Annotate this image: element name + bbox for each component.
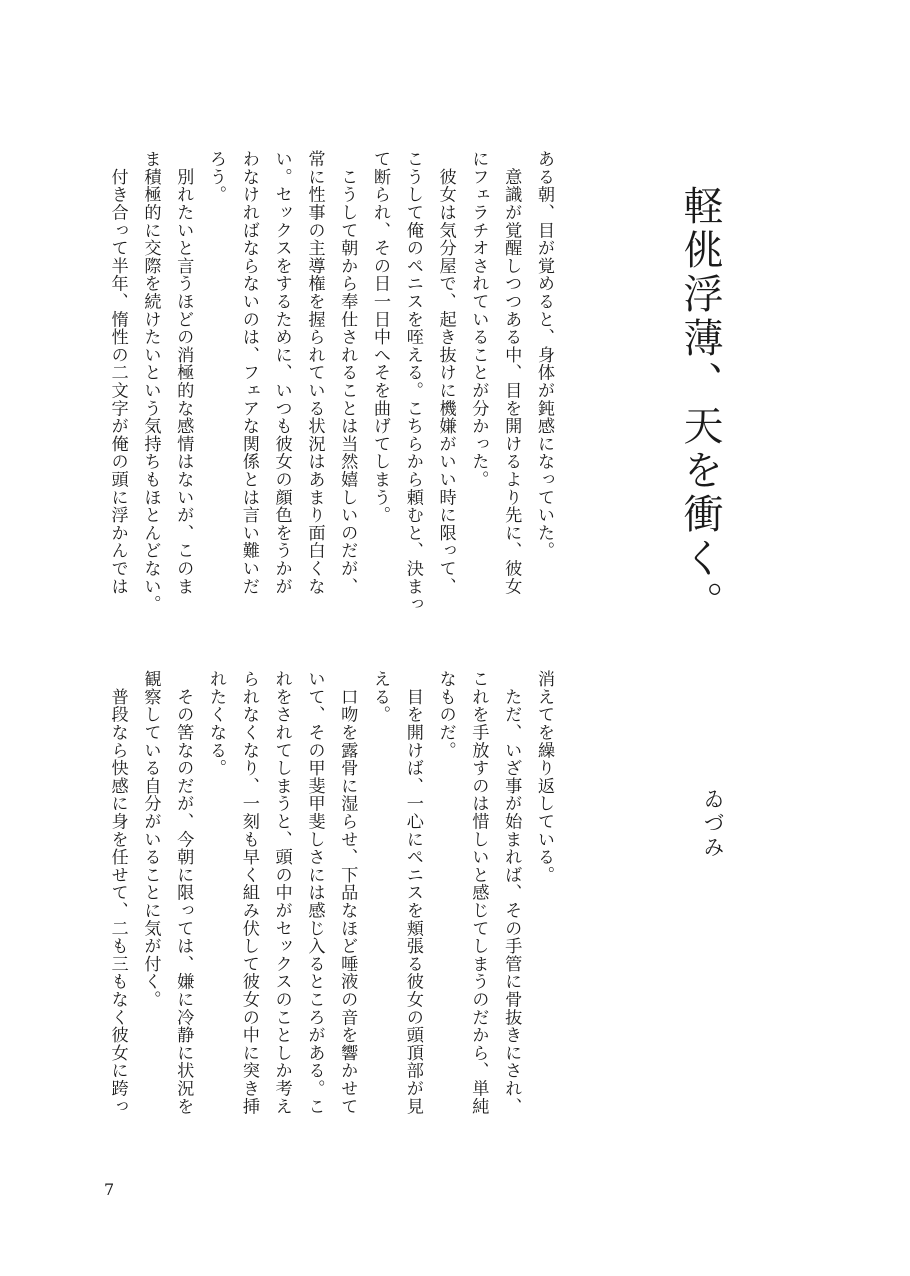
text-line: 目を開けば、一心にペニスを頬張る彼女の頭頂部が見: [402, 670, 423, 1115]
page-title: 軽佻浮薄、天を衝く。: [677, 185, 723, 625]
text-line: これを手放すのは惜しいと感じてしまうのだから、単純: [468, 670, 489, 1115]
text-line: られなくなり、一刻も早く組み伏して彼女の中に突き挿: [238, 670, 259, 1115]
text-line: い。セックスをするために、いつも彼女の顔色をうかが: [271, 150, 292, 595]
text-line: ある朝、目が覚めると、身体が鈍感になっていた。: [534, 150, 554, 560]
text-line: て断られ、その日一日中へそを曲げてしまう。: [370, 150, 391, 524]
text-line: 観察している自分がいることに気が付く。: [140, 670, 161, 1009]
text-line: える。: [370, 670, 391, 724]
body-text-lower: [100, 670, 560, 1150]
text-line: こうして俺のペニスを咥える。こちらから頼むと、決まっ: [402, 150, 423, 613]
text-line: 付き合って半年、惰性の二文字が俺の頭に浮かんでは: [107, 150, 128, 595]
text-line: れたくなる。: [206, 670, 227, 777]
text-line: その筈なのだが、今朝に限っては、嫌に冷静に状況を: [173, 670, 194, 1115]
text-line: にフェラチオされていることが分かった。: [468, 150, 489, 489]
text-line: 別れたいと言うほどの消極的な感情はないが、このま: [173, 150, 194, 595]
text-line: れをされてしまうと、頭の中がセックスのことしか考え: [271, 670, 292, 1115]
text-line: 常に性事の主導権を握られている状況はあまり面白くな: [304, 150, 325, 595]
text-line: ただ、いざ事が始まれば、その手管に骨抜きにされ、: [501, 670, 522, 1115]
text-line: わなければならないのは、フェアな関係とは言い難いだ: [238, 150, 259, 595]
text-line: 消えてを繰り返している。: [534, 670, 554, 884]
text-line: 普段なら快感に身を任せて、二も三もなく彼女に跨っ: [107, 670, 128, 1115]
text-line: ま積極的に交際を続けたいという気持ちもほとんどない。: [140, 150, 161, 613]
text-line: 意識が覚醒しつつある中、目を開けるより先に、彼女: [501, 150, 522, 595]
body-text-upper: [100, 150, 560, 620]
page-number: 7: [104, 1180, 115, 1199]
text-line: いて、その甲斐甲斐しさには感じ入るところがある。こ: [304, 670, 325, 1115]
author-name: ゐづみ: [701, 788, 725, 860]
text-line: 口吻を露骨に湿らせ、下品なほど唾液の音を響かせて: [337, 670, 358, 1115]
text-line: ろう。: [206, 150, 227, 204]
text-line: なものだ。: [435, 670, 456, 759]
title-block: [660, 185, 740, 625]
text-line: 彼女は気分屋で、起き抜けに機嫌がいい時に限って、: [435, 150, 456, 595]
text-line: こうして朝から奉仕されることは当然嬉しいのだが、: [337, 150, 358, 595]
